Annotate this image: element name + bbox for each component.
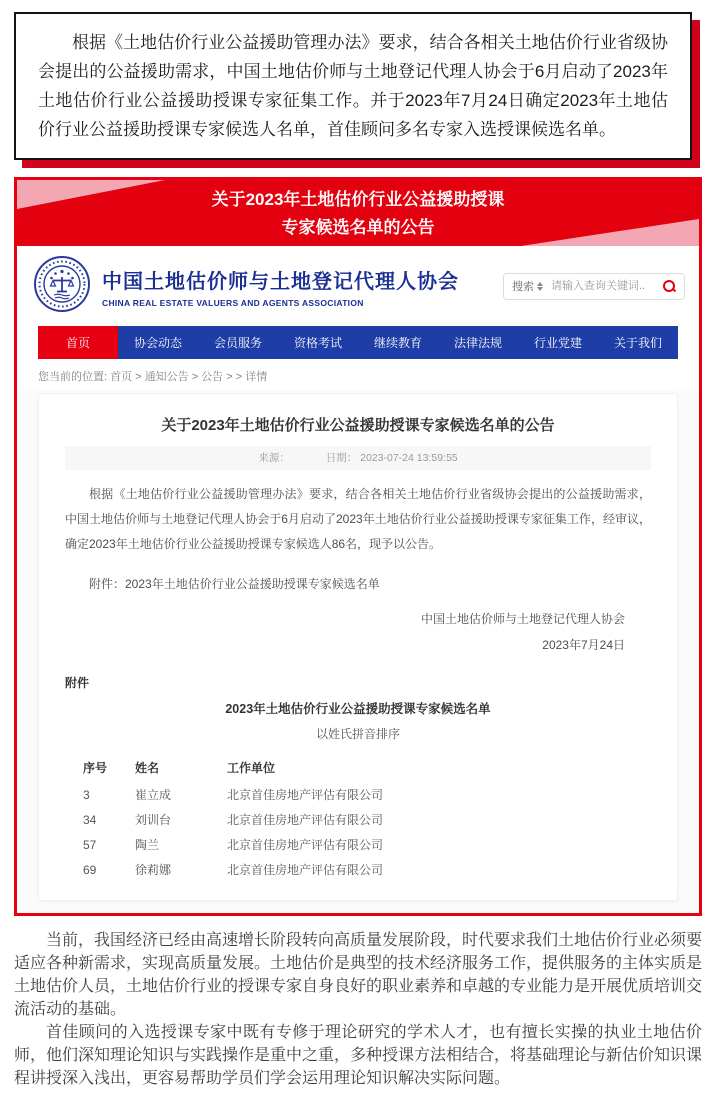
col-header-number: 序号 <box>83 761 108 775</box>
col-header-employer: 工作单位 <box>227 761 276 775</box>
main-nav <box>38 326 678 359</box>
nav-item-about-us[interactable]: 关于我们 <box>613 336 662 350</box>
article-meta-bar <box>65 446 651 470</box>
website-screenshot-frame <box>14 177 702 916</box>
association-logo-emblem-icon <box>33 255 91 318</box>
intro-quote-box <box>14 12 692 160</box>
meta-source-label: 来源： <box>258 452 290 464</box>
cell-number: 69 <box>83 862 97 877</box>
closing-paragraph-1: 当前，我国经济已经由高速增长阶段转向高质量发展阶段，时代要求我们土地估价行业必须要适应各种新需求，实现高质量发展。土地估价是典型的技术经济服务工作，提供服务的主体实质是土地估价人员，土地估价行业的授课专家自身良好的职业素养和卓越的专业能力是开展优质培训交流活动的基础。 <box>14 932 703 1018</box>
table-row <box>83 807 383 832</box>
search-input[interactable] <box>549 279 662 293</box>
table-row <box>83 857 383 882</box>
closing-commentary <box>0 916 716 1100</box>
search-box[interactable] <box>503 273 685 300</box>
banner-title-line1: 关于2023年土地估价行业公益援助授课 <box>211 190 505 209</box>
signature-block <box>65 606 651 658</box>
nav-item-member-services[interactable]: 会员服务 <box>213 336 262 350</box>
signature-org: 中国土地估价师与土地登记代理人协会 <box>420 612 625 626</box>
table-row <box>83 832 383 857</box>
col-header-name: 姓名 <box>135 761 160 775</box>
annex-subtitle: 以姓氏拼音排序 <box>315 727 400 741</box>
attachment-line[interactable]: 附件：2023年土地估价行业公益援助授课专家候选名单 <box>89 577 380 591</box>
search-category-label[interactable]: 搜索 <box>512 281 534 293</box>
org-name-block <box>102 265 459 308</box>
annex-title: 2023年土地估价行业公益援助授课专家候选名单 <box>225 702 491 716</box>
closing-paragraph-2: 首佳顾问的入选授课专家中既有专修于理论研究的学术人才，也有擅长实操的执业土地估价师，他们深知理论知识与实践操作是重中之重，多种授课方法相结合，将基础理论与新估价知识课程讲授深入浅出，更容易帮助学员们学会运用理论知识解决实际问题。 <box>14 1024 703 1087</box>
meta-date-label: 日期： <box>325 452 358 464</box>
meta-date-value: 2023-07-24 13:59:55 <box>360 452 458 464</box>
cell-employer: 北京首佳房地产评估有限公司 <box>227 838 384 852</box>
nav-item-qualification-exam[interactable]: 资格考试 <box>293 336 342 350</box>
nav-item-association-news[interactable]: 协会动态 <box>133 336 182 350</box>
org-name-chinese: 中国土地估价师与土地登记代理人协会 <box>102 270 459 293</box>
intro-text: 根据《土地估价行业公益援助管理办法》要求，结合各相关土地估价行业省级协会提出的公益援助需求，中国土地估价师与土地登记代理人协会于6月启动了2023年土地估价行业公益援助授课专家征集工作。并于2023年7月24日确定2023年土地估价行业公益援助授课专家候选人名单，首佳顾问多名专家入选授课候选名单。 <box>38 33 668 139</box>
cell-number: 57 <box>83 837 97 852</box>
search-category-dropdown-icon[interactable] <box>537 282 543 291</box>
cell-employer: 北京首佳房地产评估有限公司 <box>227 863 384 877</box>
article-title: 关于2023年土地估价行业公益援助授课专家候选名单的公告 <box>161 417 555 434</box>
search-icon[interactable] <box>662 279 676 293</box>
cell-number: 3 <box>83 787 90 802</box>
nav-item-continuing-education[interactable]: 继续教育 <box>373 336 422 350</box>
org-name-english: CHINA REAL ESTATE VALUERS AND AGENTS ASSOCIATION <box>102 297 364 308</box>
site-header <box>17 246 699 324</box>
cell-employer: 北京首佳房地产评估有限公司 <box>227 788 384 802</box>
article-card <box>38 393 678 901</box>
cell-name: 陶兰 <box>135 838 160 852</box>
expert-roster-table <box>83 756 383 882</box>
banner-title <box>17 180 699 242</box>
signature-date: 2023年7月24日 <box>542 638 625 652</box>
nav-item-home[interactable]: 首页 <box>38 326 118 359</box>
table-row <box>83 782 383 807</box>
cell-employer: 北京首佳房地产评估有限公司 <box>227 813 384 827</box>
cell-name: 刘训台 <box>135 813 172 827</box>
announcement-banner <box>17 180 699 246</box>
article-body-paragraph: 根据《土地估价行业公益援助管理办法》要求，结合各相关土地估价行业省级协会提出的公益援助需求，中国土地估价师与土地登记代理人协会于6月启动了2023年土地估价行业公益援助授课专家征集工作，经审议，确定2023年土地估价行业公益援助授课专家候选人86名，现予以公告。 <box>65 487 651 551</box>
cell-number: 34 <box>83 812 97 827</box>
cell-name: 崔立成 <box>135 788 172 802</box>
content-page-background <box>17 391 699 913</box>
breadcrumb[interactable]: 您当前的位置: 首页 > 通知公告 > 公告 > > 详情 <box>38 371 268 383</box>
nav-item-laws-regulations[interactable]: 法律法规 <box>453 336 502 350</box>
annex-label: 附件 <box>65 676 90 690</box>
cell-name: 徐莉娜 <box>135 863 172 877</box>
nav-item-party-building[interactable]: 行业党建 <box>533 336 582 350</box>
banner-title-line2: 专家候选名单的公告 <box>281 218 435 237</box>
table-header-row <box>83 756 383 782</box>
